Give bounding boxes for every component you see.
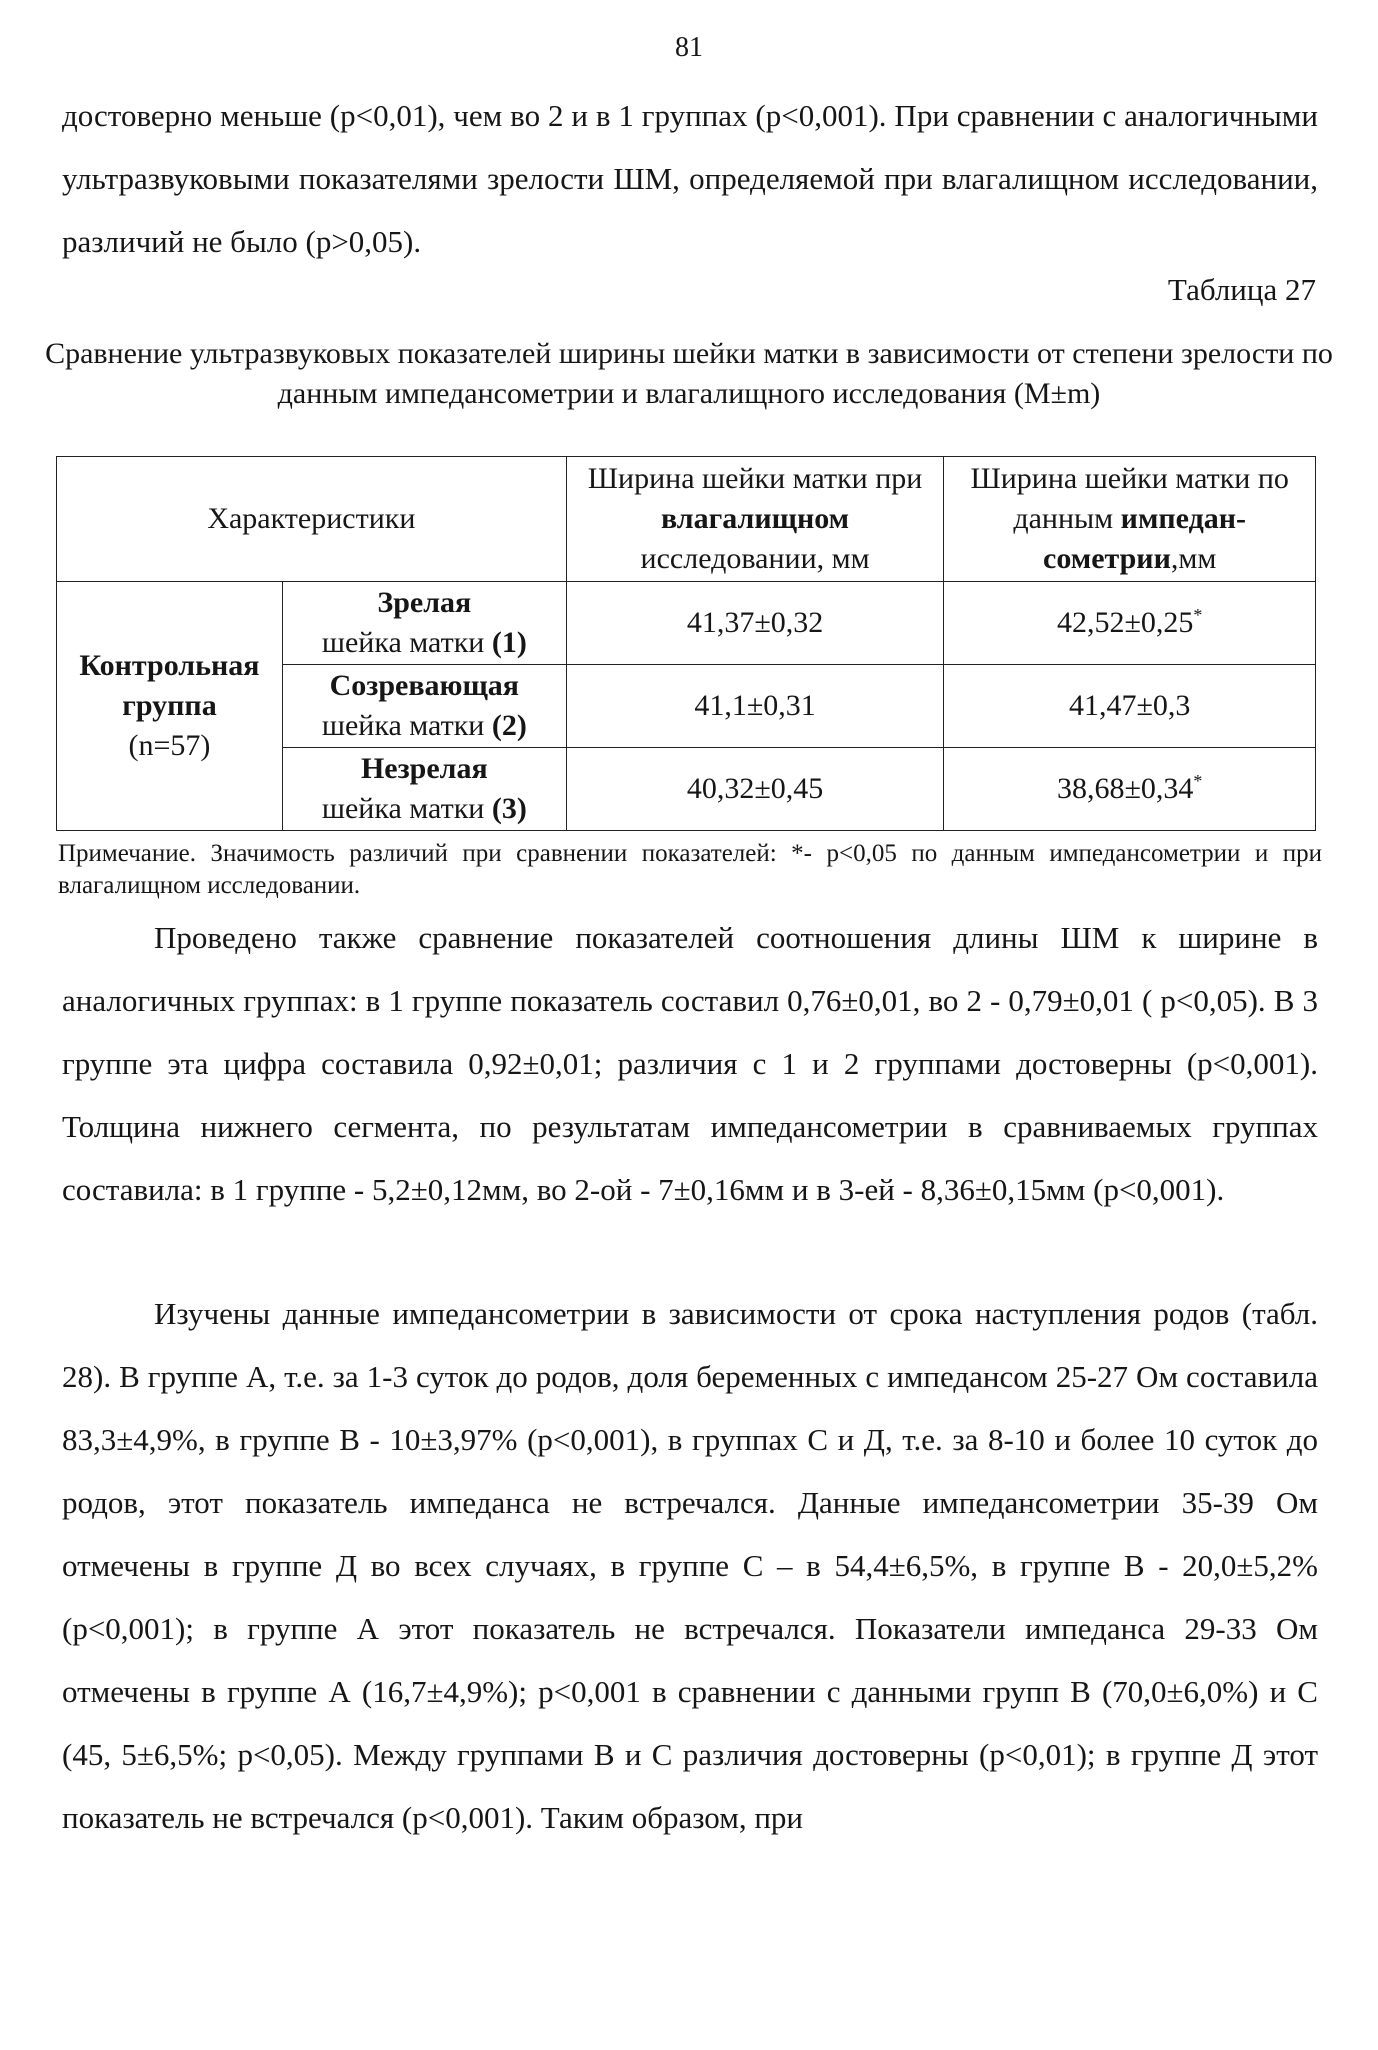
impedance-value: 42,52±0,25 [1056,606,1194,639]
row-label-mature [282,582,566,665]
cell-impedance-value [944,665,1316,748]
table-label: Таблица 27 [1167,272,1316,307]
table-note: Примечание. Значимость различий при сравнении показателей: *- р<0,05 по данным импедансометрии и при влагалищном исследовании. [58,840,1322,899]
significance-mark: * [1193,771,1203,791]
row-bold-label: Зрелая [377,586,472,619]
page-number: 81 [675,32,703,63]
table-caption: Сравнение ультразвуковых показателей ширины шейки матки в зависимости от степени зрелости по данным импедансометрии и влагалищного исследования (М±m) [45,337,1333,410]
header-impedance-width [944,457,1316,582]
header-col2-text2: ,мм [1170,542,1217,575]
impedance-value: 38,68±0,34 [1056,772,1194,805]
cell-vaginal-value: 41,1±0,31 [566,665,944,748]
header-col1-text1: Ширина шейки матки при [587,462,923,495]
header-col1-bold: влагалищном [661,502,850,535]
paragraph-impedance: Изучены данные импедансометрии в зависимости от срока наступления родов (табл. 28). В группе А, т.е. за 1-3 суток до родов, доля беременных с импедансом 25-27 Ом составила 83,3±4,9%, в группе В - 10±3,97% (р<0,001), в группах С и Д, т.е. за 8-10 и более 10 суток до родов, этот показатель импеданса не встречался. Данные импедансометрии 35-39 Ом отмечены в группе Д во всех случаях, в группе С – в 54,4±6,5%, в группе В - 20,0±5,2% (р<0,001); в группе А этот показатель не встречался. Показатели импеданса 29-33 Ом отмечены в группе А (16,7±4,9%); р<0,001 в сравнении с данными групп В (70,0±6,0%) и С (45, 5±6,5%; р<0,05). Между группами В и С различия достоверны (р<0,01); в группе Д этот показатель не встречался (р<0,001). Таким образом, при [62,1296,1318,1835]
paragraph-intro: достоверно меньше (р<0,01), чем во 2 и в 1 группах (р<0,001). При сравнении с аналогичными ультразвуковыми показателями зрелости ШМ, определяемой при влагалищном исследовании, различий не было (р>0,05). [62,98,1318,259]
table-header-row [57,457,1316,582]
header-col1-text2: исследовании, мм [640,542,870,575]
cell-impedance-value [944,748,1316,831]
row-label-immature [282,748,566,831]
comparison-table [56,456,1316,831]
cell-vaginal-value: 40,32±0,45 [566,748,944,831]
row-label: шейка матки [321,792,485,825]
row-number: (2) [491,709,527,742]
row-label: шейка матки [321,626,485,659]
header-col2-bold: импедан-сометрии [1043,502,1247,575]
header-vaginal-width [566,457,944,582]
row-number: (3) [491,792,527,825]
group-cell [57,582,283,831]
header-col2-text1: Ширина шейки матки по данным [970,462,1289,535]
row-bold-label: Незрелая [360,752,488,785]
cell-impedance-value [944,582,1316,665]
group-n: (n=57) [128,729,211,762]
impedance-value: 41,47±0,3 [1068,689,1191,722]
row-label-ripening [282,665,566,748]
header-characteristics: Характеристики [57,457,567,582]
significance-mark: * [1193,605,1203,625]
cell-vaginal-value: 41,37±0,32 [566,582,944,665]
paragraph-ratio: Проведено также сравнение показателей соотношения длины ШМ к ширине в аналогичных группах: в 1 группе показатель составил 0,76±0,01, во 2 - 0,79±0,01 ( р<0,05). В 3 группе эта цифра составила 0,92±0,01; различия с 1 и 2 группами достоверны (р<0,001). Толщина нижнего сегмента, по результатам импедансометрии в сравниваемых группах составила: в 1 группе - 5,2±0,12мм, во 2-ой - 7±0,16мм и в 3-ей - 8,36±0,15мм (р<0,001). [62,920,1318,1207]
row-number: (1) [491,626,527,659]
group-name: Контрольная группа [79,649,260,722]
table-row [57,582,1316,665]
row-bold-label: Созревающая [329,669,520,702]
row-label: шейка матки [321,709,485,742]
